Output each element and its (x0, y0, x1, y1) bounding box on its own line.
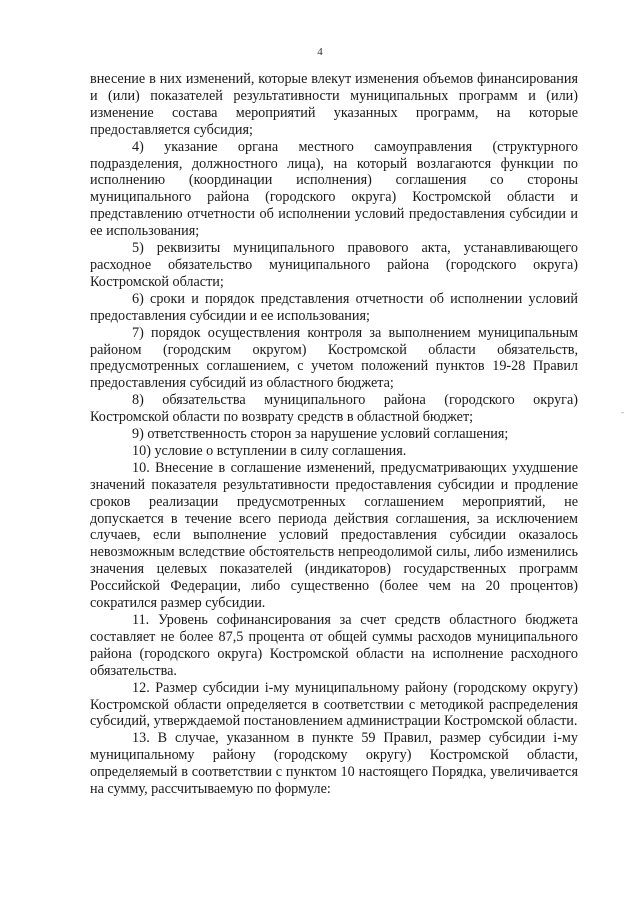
paragraph-continuation: внесение в них изменений, которые влекут изменения объемов финансирования и (или) показателей результативности муниципальных программ и (или) изменение состава мероприятий указанных программ, на которые предоставляется субсидия; (90, 71, 578, 138)
paragraph-section-11: 11. Уровень софинансирования за счет средств областного бюджета составляет не более 87,5 процента от общей суммы расходов муниципального района (городского округа) Костромской области на исполнение расходного обязательства. (90, 612, 578, 679)
paragraph-section-12: 12. Размер субсидии i-му муниципальному району (городскому округу) Костромской области определяется в соответствии с методикой распределения субсидий, утверждаемой постановлением администрации Костромской области. (90, 679, 578, 730)
paragraph-item-7: 7) порядок осуществления контроля за выполнением муниципальным районом (городским округом) Костромской области обязательств, предусмотренных соглашением, с учетом положений пунктов 19-28 Правил предоставления субсидий из областного бюджета; (90, 324, 578, 392)
paragraph-item-10: 10) условие о вступлении в силу соглашения. (132, 442, 407, 459)
page-number: 4 (317, 46, 323, 58)
paragraph-item-4: 4) указание органа местного самоуправления (структурного подразделения, должностного лица), на который возлагаются функции по исполнению (координации исполнения) соглашения со стороны муниципального района (городского округа) Костромской области и представлению отчетности об исполнении условий предоставления субсидии и ее использования; (90, 138, 578, 240)
document-body (90, 71, 578, 798)
paragraph-item-6: 6) сроки и порядок представления отчетности об исполнении условий предоставления субсидии и ее использования; (90, 290, 578, 324)
paragraph-item-9: 9) ответственность сторон за нарушение условий соглашения; (132, 426, 509, 443)
paragraph-item-5: 5) реквизиты муниципального правового акта, устанавливающего расходное обязательство муниципального района (городского округа) Костромской области; (90, 240, 578, 290)
paragraph-section-13: 13. В случае, указанном в пункте 59 Правил, размер субсидии i-му муниципальному району (городскому округу) Костромской области, определяемый в соответствии с пунктом 10 настоящего Порядка, увеличивается на сумму, рассчитываемую по формуле: (90, 730, 578, 798)
margin-mark: - (621, 407, 624, 417)
paragraph-item-8: 8) обязательства муниципального района (городского округа) Костромской области по возврату средств в областной бюджет; (90, 392, 578, 426)
paragraph-section-10: 10. Внесение в соглашение изменений, предусматривающих ухудшение значений показателя результативности предоставления субсидии и продление сроков реализации предусмотренных соглашением мероприятий, не допускается в течение всего периода действия соглашения, за исключением случаев, если выполнение условий предоставления субсидии оказалось невозможным вследствие обстоятельств непреодолимой силы, либо изменились значения целевых показателей (индикаторов) государственных программ Российской Федерации, либо существенно (более чем на 20 процентов) сократился размер субсидии. (90, 459, 578, 612)
